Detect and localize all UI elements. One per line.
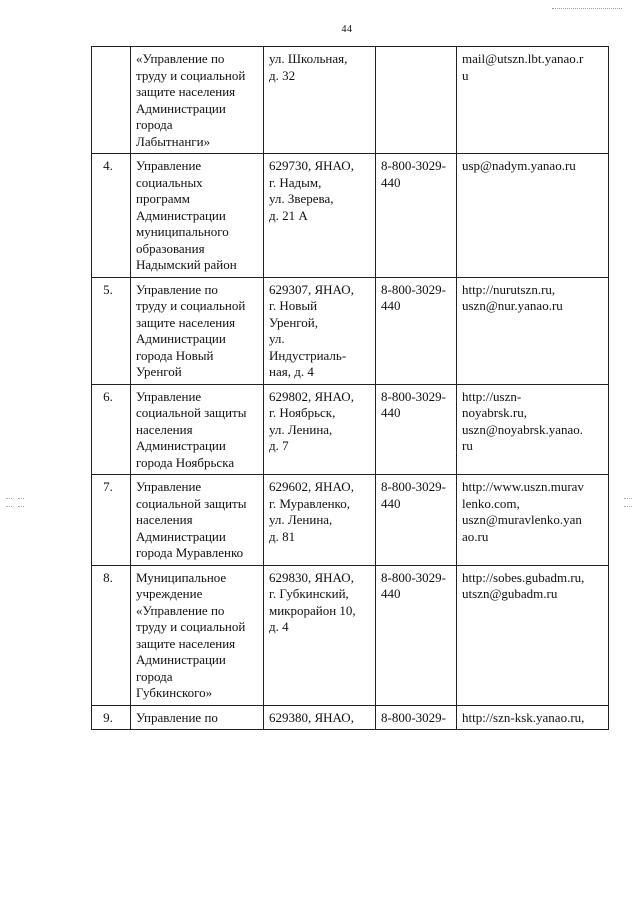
org-address: 629380, ЯНАО, (264, 705, 376, 730)
org-address: 629802, ЯНАО, г. Ноябрьск, ул. Ленина, д. 7 (264, 384, 376, 475)
org-name: Управление по (131, 705, 264, 730)
org-web: http://www.uszn.murav lenko.com, uszn@muravlenko.yan ao.ru (457, 475, 609, 566)
scan-mark (18, 498, 24, 499)
org-web: http://szn-ksk.yanao.ru, (457, 705, 609, 730)
table-row (92, 384, 609, 475)
org-web: http://nurutszn.ru, uszn@nur.yanao.ru (457, 277, 609, 384)
table-row (92, 47, 609, 154)
row-number: 6. (92, 384, 131, 475)
org-phone: 8-800-3029- 440 (376, 277, 457, 384)
org-name: Управление социальных программ Администрации муниципального образования Надымский район (131, 154, 264, 278)
org-name: Управление по труду и социальной защите населения Администрации города Новый Уренгой (131, 277, 264, 384)
organizations-table (91, 46, 609, 730)
org-name: Управление социальной защиты населения Администрации города Муравленко (131, 475, 264, 566)
page-number-text: 44 (341, 24, 353, 35)
table-row (92, 154, 609, 278)
table-row (92, 705, 609, 730)
row-number: 5. (92, 277, 131, 384)
org-web: http://sobes.gubadm.ru, utszn@gubadm.ru (457, 565, 609, 705)
org-name: Муниципальное учреждение «Управление по труду и социальной защите населения Администрации города Губкинского» (131, 565, 264, 705)
page-number (0, 24, 640, 35)
scan-mark (6, 498, 12, 499)
row-number: 4. (92, 154, 131, 278)
org-address: 629602, ЯНАО, г. Муравленко, ул. Ленина, д. 81 (264, 475, 376, 566)
scan-mark (552, 8, 622, 9)
org-web: mail@utszn.lbt.yanao.r u (457, 47, 609, 154)
org-name: Управление социальной защиты населения Администрации города Ноябрьска (131, 384, 264, 475)
org-address: ул. Школьная, д. 32 (264, 47, 376, 154)
table-row (92, 277, 609, 384)
org-name: «Управление по труду и социальной защите населения Администрации города Лабытнанги» (131, 47, 264, 154)
org-phone: 8-800-3029- (376, 705, 457, 730)
table-row (92, 565, 609, 705)
scan-mark (6, 506, 12, 507)
org-phone: 8-800-3029- 440 (376, 384, 457, 475)
scan-mark (624, 506, 632, 507)
org-phone (376, 47, 457, 154)
org-address: 629730, ЯНАО, г. Надым, ул. Зверева, д. 21 А (264, 154, 376, 278)
org-phone: 8-800-3029- 440 (376, 154, 457, 278)
org-phone: 8-800-3029- 440 (376, 565, 457, 705)
row-number: 9. (92, 705, 131, 730)
row-number: 8. (92, 565, 131, 705)
row-number (92, 47, 131, 154)
org-address: 629307, ЯНАО, г. Новый Уренгой, ул. Индустриаль- ная, д. 4 (264, 277, 376, 384)
row-number: 7. (92, 475, 131, 566)
org-phone: 8-800-3029- 440 (376, 475, 457, 566)
scan-mark (18, 506, 24, 507)
table-row (92, 475, 609, 566)
org-web: http://uszn- noyabrsk.ru, uszn@noyabrsk.yanao. ru (457, 384, 609, 475)
org-web: usp@nadym.yanao.ru (457, 154, 609, 278)
org-address: 629830, ЯНАО, г. Губкинский, микрорайон 10, д. 4 (264, 565, 376, 705)
scan-mark (624, 498, 632, 499)
